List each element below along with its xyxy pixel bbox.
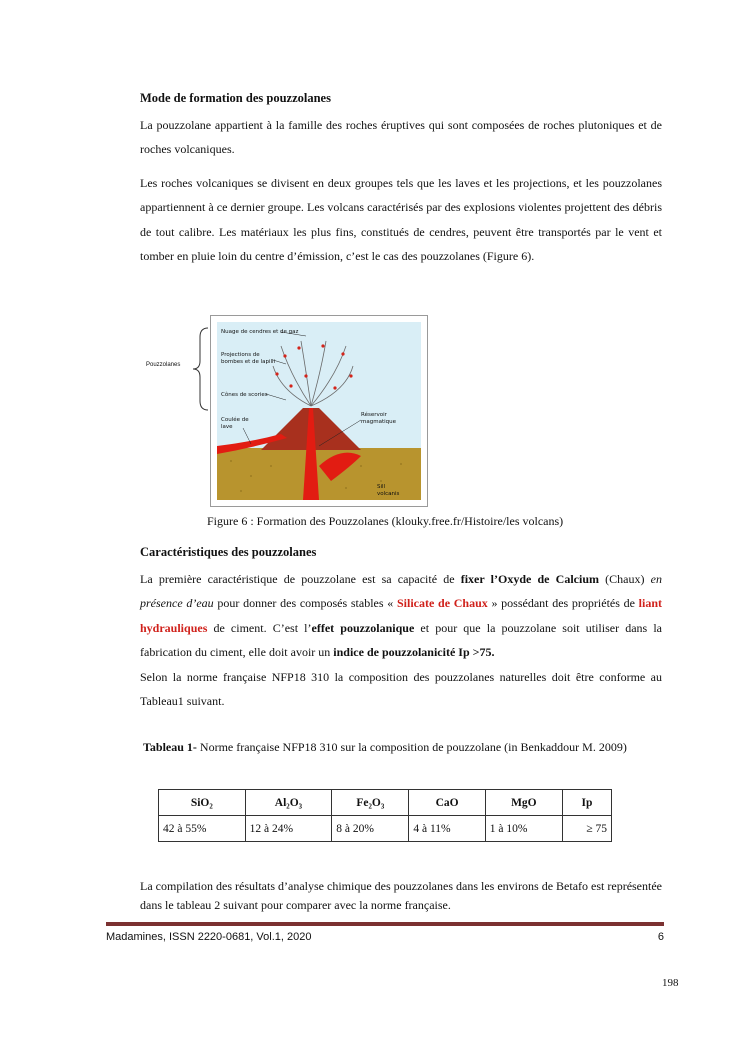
text-run: » possédant des propriétés de: [487, 596, 639, 610]
footer-journal: Madamines, ISSN 2220-0681, Vol.1, 2020: [106, 931, 312, 943]
table-cell: ≥ 75: [562, 816, 611, 842]
bold-run: fixer l’Oxyde de Calcium: [460, 571, 599, 586]
label-reservoir-2: magmatique: [361, 419, 396, 425]
table-header: CaO: [409, 790, 485, 816]
table-caption-bold: Tableau 1-: [143, 740, 197, 754]
table-cell: 42 à 55%: [159, 816, 246, 842]
table-caption-text: Norme française NFP18 310 sur la composition de pouzzolane (in Benkaddour M. 2009): [196, 740, 627, 754]
label-sill-2: volcanis: [377, 491, 400, 497]
table-header: Ip: [562, 790, 611, 816]
table-cell: 8 à 20%: [332, 816, 409, 842]
text-run: de ciment. C’est l’: [207, 620, 312, 635]
table-cell: 1 à 10%: [485, 816, 562, 842]
footer-page: 6: [657, 931, 664, 943]
label-lava-1: Coulée de: [221, 417, 249, 423]
text-run: La première caractéristique de pouzzolane est sa capacité de: [140, 571, 461, 586]
table-cell: 12 à 24%: [245, 816, 332, 842]
footer-rule: [106, 922, 664, 926]
table-header: SiO₂: [159, 790, 246, 816]
red-run: Silicate de Chaux: [396, 596, 488, 610]
label-projections-2: bombes et de lapilli: [221, 359, 276, 365]
table-header-row: [159, 790, 612, 816]
paragraph-formation-2: Les roches volcaniques se divisent en deux groupes tels que les laves et les projections, et les pouzzolanes appartiennent à ce dernier groupe. Les volcans caractérisés par des explosions violentes projettent des débris de tout calibre. Les matériaux les plus fins, constitués de cendres, peuvent être transportés par le vent et tomber en pluie loin du centre d’émission, c’est le cas des pouzzolanes (Figure 6).: [140, 175, 662, 263]
footer: [106, 931, 664, 943]
table-cell: 4 à 11%: [409, 816, 485, 842]
text-run: (Chaux): [599, 571, 651, 586]
table-row: [159, 816, 612, 842]
volcano-figure: [210, 315, 428, 507]
bold-run: indice de pouzzolanicité Ip >75.: [333, 645, 495, 659]
brace-icon: [190, 327, 210, 411]
volcano-diagram: [211, 316, 427, 506]
label-cones: Cônes de scories: [221, 392, 268, 398]
text-run: et pour que la pouzzolane soit utiliser dans la fabrication du ciment, elle doit avoir un: [140, 620, 662, 659]
section-characteristics: [140, 540, 662, 714]
text-run: pour donner des composés stables «: [213, 596, 397, 610]
section-title-characteristics: Caractéristiques des pouzzolanes: [140, 545, 317, 559]
label-cloud: Nuage de cendres et de gaz: [221, 329, 299, 335]
paragraph-characteristics-1: [140, 567, 662, 665]
section-title-formation: Mode de formation des pouzzolanes: [140, 91, 331, 105]
table-header: Al₂O₃: [245, 790, 332, 816]
table-header: MgO: [485, 790, 562, 816]
italic-run: en présence d’eau: [140, 571, 662, 610]
section-formation: [140, 86, 662, 269]
red-run: liant hydrauliques: [140, 596, 662, 635]
table-header: Fe₂O₃: [332, 790, 409, 816]
label-projections-1: Projections de: [221, 352, 260, 358]
composition-table: [158, 789, 612, 842]
figure-caption: Figure 6 : Formation des Pouzzolanes (klouky.free.fr/Histoire/les volcans): [207, 514, 564, 528]
paragraph-formation-1: La pouzzolane appartient à la famille des roches éruptives qui sont composées de roches plutoniques et de roches volcaniques.: [140, 117, 662, 156]
bold-run: effet pouzzolanique: [311, 620, 415, 635]
label-sill-1: Sill: [377, 484, 386, 490]
label-lava-2: lave: [221, 424, 233, 430]
label-reservoir-1: Réservoir: [361, 412, 387, 418]
closing-paragraph: La compilation des résultats d’analyse chimique des pouzzolanes dans les environs de Betafo est représentée dans le tableau 2 suivant pour comparer avec la norme française.: [140, 879, 662, 912]
figure-side-label: Pouzzolanes: [146, 362, 181, 368]
table-caption: [143, 738, 663, 756]
paragraph-characteristics-2: Selon la norme française NFP18 310 la composition des pouzzolanes naturelles doit être conforme au Tableau1 suivant.: [140, 669, 662, 708]
page-number: 198: [662, 977, 679, 989]
